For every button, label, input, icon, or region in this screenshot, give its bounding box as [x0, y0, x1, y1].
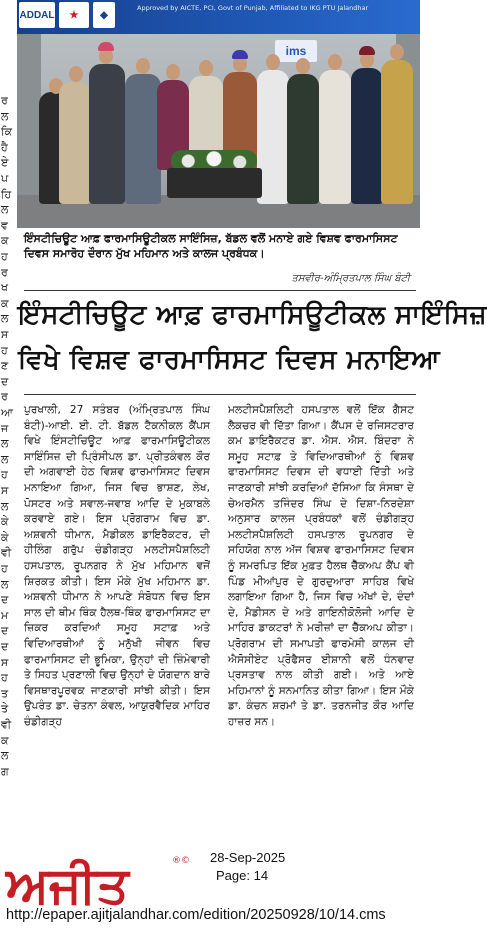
fragment-glyph: ਲ — [1, 203, 9, 217]
person — [319, 70, 351, 204]
event-banner — [17, 0, 420, 34]
masthead-logo-text: ਅਜੀਤ — [6, 856, 129, 914]
person — [59, 82, 91, 204]
banner-logo-badge: ★ — [59, 2, 89, 28]
fragment-glyph: ਹ — [1, 562, 8, 575]
person — [351, 68, 383, 204]
fragment-glyph: ਲ — [1, 452, 9, 466]
headline-line-2: ਵਿਖੇ ਵਿਸ਼ਵ ਫਾਰਮਾਸਿਸਟ ਦਿਵਸ ਮਨਾਇਆ — [18, 345, 441, 375]
fragment-glyph: ਕਿ — [1, 125, 13, 139]
fragment-glyph: ਣ — [1, 359, 9, 373]
fragment-glyph: ਹ — [1, 250, 8, 263]
banner-logo-shield: ◆ — [93, 2, 115, 28]
photo-credit: ਤਸਵੀਰ-ਅੰਮ੍ਰਿਤਪਾਲ ਸਿੰਘ ਬੰਟੀ — [291, 273, 410, 284]
fragment-glyph: ਹ — [1, 468, 8, 482]
epaper-url[interactable]: http://epaper.ajitjalandhar.com/edition/20250928/10/14.cms — [6, 907, 386, 923]
fragment-glyph: ਕੇ — [1, 530, 9, 544]
fragment-glyph: ਸ — [1, 484, 9, 497]
fragment-glyph: ਰ — [1, 265, 8, 279]
fragment-glyph: ਤੇ — [1, 702, 9, 716]
fragment-glyph: ਆ — [1, 406, 13, 419]
page-number: Page: 14 — [216, 868, 269, 883]
fragment-glyph: ਸ — [1, 655, 9, 669]
fragment-glyph: ਲ — [1, 109, 9, 123]
fragment-glyph: ਰ — [1, 390, 8, 404]
fragment-glyph: ਦ — [1, 374, 9, 388]
fragment-glyph: ਲ — [1, 577, 9, 591]
fragment-glyph: ਪ — [1, 172, 9, 185]
article-body-column-1: ਪੁਰਖਾਲੀ, 27 ਸਤੰਬਰ (ਅੰਮ੍ਰਿਤਪਾਲ ਸਿੰਘ ਬੰਟੀ)-ਆਈ. ਈ. ਟੀ. ਬੱਡਲ ਟੈਕਨੀਕਲ ਕੈਂਪਸ ਵਿਖੇ ਇੰਸਟੀਚਿਊਟ ਆਫ਼ ਫਾਰਮਾਸਿਊਟੀਕਲ ਸਾਇੰਸਿਜ਼ ਦੀ ਪ੍ਰਿੰਸੀਪਲ ਡਾ. ਪ੍ਰੀਤਕੰਵਲ ਕੌਰ ਦੀ ਅਗਵਾਈ ਹੇਠ ਵਿਸ਼ਵ ਫਾਰਮਾਸਿਸਟ ਦਿਵਸ ਮਨਾਇਆ ਗਿਆ, ਜਿਸ ਵਿਚ ਭਾਸ਼ਣ, ਲੇਖ, ਪੋਸਟਰ ਅਤੇ ਸਵਾਲ-ਜਵਾਬ ਆਦਿ ਦੇ ਮੁਕਾਬਲੇ ਕਰਵਾਏ ਗਏ। ਇਸ ਪ੍ਰੋਗਰਾਮ ਵਿਚ ਡਾ. ਅਸ਼ਵਨੀ ਧੀਮਾਨ, ਮੈਡੀਕਲ ਡਾਇਰੈਕਟਰ, ਦੀ ਹੀਲਿੰਗ ਗਰੁੱਪ ਚੰਡੀਗੜ੍ਹ ਮਲਟੀਸਪੈਸ਼ਲਿਟੀ ਹਸਪਤਾਲ, ਰੂਪਨਗਰ ਨੇ ਮੁੱਖ ਮਹਿਮਾਨ ਵਜੋਂ ਸ਼ਿਰਕਤ ਕੀਤੀ। ਇਸ ਮੌਕੇ ਮੁੱਖ ਮਹਿਮਾਨ ਡਾ. ਅਸ਼ਵਨੀ ਧੀਮਾਨ ਨੇ ਆਪਣੇ ਸੰਬੋਧਨ ਵਿਚ ਇਸ ਸਾਲ ਦੀ ਥੀਮ ਥਿੰਕ ਹੈਲਥ-ਥਿੰਕ ਫਾਰਮਾਸਿਸਟ ਦਾ ਜ਼ਿਕਰ ਕਰਦਿਆਂ ਸਮੂਹ ਸਟਾਫ਼ ਅਤੇ ਵਿਦਿਆਰਥੀਆਂ ਨੂੰ ਮਨੁੱਖੀ ਜੀਵਨ ਵਿਚ ਫਾਰਮਾਸਿਸਟ ਦੀ ਭੂਮਿਕਾ, ਉਨ੍ਹਾਂ ਦੀ ਜ਼ਿੰਮੇਵਾਰੀ ਤੇ ਸਿਹਤ ਪ੍ਰਣਾਲੀ ਵਿਚ ਉਨ੍ਹਾਂ ਦੇ ਯੋਗਦਾਨ ਬਾਰੇ ਵਿਸਥਾਰਪੂਰਵਕ ਜਾਣਕਾਰੀ ਸਾਂਝੀ ਕੀਤੀ। ਇਸ ਉਪਰੰਤ ਡਾ. ਚੇਤਨਾ ਕੰਵਲ, ਆਯੁਰਵੈਦਿਕ ਮਾਹਿਰ ਚੰਡੀਗੜ੍ਹ — [24, 404, 210, 728]
fragment-glyph: ਵੀ — [1, 718, 12, 731]
fragment-glyph: ਤ — [1, 686, 9, 700]
person — [381, 60, 413, 204]
fragment-glyph: ਲ — [1, 312, 9, 326]
ceremony-table — [167, 168, 262, 198]
fragment-glyph: ਰ — [1, 94, 8, 107]
fragment-glyph: ਦ — [1, 624, 9, 638]
divider — [24, 394, 416, 395]
fragment-glyph: ਲ — [1, 749, 9, 763]
fragment-glyph: ਵ — [1, 218, 8, 232]
fragment-glyph: ਖ — [1, 281, 8, 295]
fragment-glyph: ਗ — [1, 764, 9, 778]
fragment-glyph: ਦ — [1, 593, 9, 607]
registered-mark: ®© — [172, 856, 190, 866]
person — [287, 74, 319, 204]
fragment-glyph: ਕ — [1, 234, 9, 248]
backdrop-logo: ims — [275, 40, 317, 62]
fragment-glyph: ਏ — [1, 156, 9, 170]
divider — [24, 290, 416, 291]
fragment-glyph: ਦ — [1, 640, 9, 653]
headline-line-1: ਇੰਸਟੀਚਿਊਟ ਆਫ਼ ਫਾਰਮਾਸਿਊਟੀਕਲ ਸਾਇੰਸਿਜ਼ — [18, 300, 487, 330]
fragment-glyph: ਹ — [1, 671, 8, 685]
fragment-glyph: ਸ — [1, 328, 9, 341]
edition-date: 28-Sep-2025 — [210, 850, 286, 865]
fragment-glyph: ਮ — [1, 608, 9, 622]
person — [89, 64, 125, 204]
person — [125, 74, 161, 204]
adjacent-column-fragment — [0, 95, 16, 835]
fragment-glyph: ਲ — [1, 499, 9, 513]
article-body-column-2: ਮਲਟੀਸਪੈਸ਼ਲਿਟੀ ਹਸਪਤਾਲ ਵਲੋਂ ਇੱਕ ਗੈਸਟ ਲੈਕਚਰ ਵੀ ਦਿੱਤਾ ਗਿਆ। ਕੈਂਪਸ ਦੇ ਰਜਿਸਟਰਾਰ ਕਮ ਡਾਇਰੈਕਟਰ ਡਾ. ਐਸ. ਐਸ. ਬਿੰਦਰਾ ਨੇ ਸਮੂਹ ਸਟਾਫ਼ ਤੇ ਵਿਦਿਆਰਥੀਆਂ ਨੂੰ ਵਿਸ਼ਵ ਫਾਰਮਾਸਿਸਟ ਦਿਵਸ ਦੀ ਵਧਾਈ ਦਿੱਤੀ ਅਤੇ ਜਾਣਕਾਰੀ ਸਾਂਝੀ ਕਰਦਿਆਂ ਦੱਸਿਆ ਕਿ ਸੰਸਥਾ ਦੇ ਚੇਅਰਮੈਨ ਤਜਿੰਦਰ ਸਿੰਘ ਦੇ ਦਿਸ਼ਾ-ਨਿਰਦੇਸ਼ਾ ਅਨੁਸਾਰ ਕਾਲਜ ਪ੍ਰਬੰਧਕਾਂ ਵਲੋਂ ਚੰਡੀਗੜ੍ਹ ਮਲਟੀਸਪੈਸ਼ਲਿਟੀ ਹਸਪਤਾਲ ਰੂਪਨਗਰ ਦੇ ਸਹਿਯੋਗ ਨਾਲ ਅੱਜ ਵਿਸ਼ਵ ਫਾਰਮਾਸਿਸਟ ਦਿਵਸ ਨੂੰ ਸਮਰਪਿਤ ਇੱਕ ਮੁਫ਼ਤ ਹੈਲਥ ਚੈੱਕਅਪ ਕੈਂਪ ਵੀ ਪਿੰਡ ਮੀਆਂਪੁਰ ਦੇ ਗੁਰਦੁਆਰਾ ਸਾਹਿਬ ਵਿਖੇ ਲਗਾਇਆ ਗਿਆ ਹੈ, ਜਿਸ ਵਿਚ ਅੱਖਾਂ ਦੇ, ਦੰਦਾਂ ਦੇ, ਮੈਡੀਸਨ ਦੇ ਅਤੇ ਗਾਇਨੀਕੋਲੋਜੀ ਆਦਿ ਦੇ ਮਾਹਿਰ ਡਾਕਟਰਾਂ ਨੇ ਮਰੀਜ਼ਾਂ ਦਾ ਚੈੱਕਅਪ ਕੀਤਾ। ਪ੍ਰੋਗਰਾਮ ਦੀ ਸਮਾਪਤੀ ਫਾਰਮੇਸੀ ਕਾਲਜ ਦੀ ਐਸੋਸੀਏਟ ਪ੍ਰੋਫੈਸਰ ਈਸ਼ਾਨੀ ਵਲੋਂ ਧੰਨਵਾਦ ਪ੍ਰਸਤਾਵ ਨਾਲ ਕੀਤੀ ਗਈ। ਅਤੇ ਆਏ ਮਹਿਮਾਨਾਂ ਨੂੰ ਸਨਮਾਨਿਤ ਕੀਤਾ ਗਿਆ। ਇਸ ਮੌਕੇ ਡਾ. ਕੰਚਨ ਸ਼ਰਮਾਂ ਤੇ ਡਾ. ਤਰਨਜੀਤ ਕੌਰ ਆਦਿ ਹਾਜ਼ਰ ਸਨ। — [228, 404, 414, 728]
fragment-glyph: ਕੇ — [1, 515, 9, 529]
fragment-glyph: ਹੈ — [1, 140, 8, 154]
fragment-glyph: ਕ — [1, 296, 9, 310]
fragment-glyph: ਲ — [1, 437, 9, 451]
ajit-masthead-logo — [4, 852, 174, 914]
fragment-glyph: ਹ — [1, 343, 8, 357]
event-photo — [17, 0, 420, 228]
photo-caption: ਇੰਸਟੀਚਿਊਟ ਆਫ਼ ਫਾਰਮਾਸਿਊਟੀਕਲ ਸਾਇੰਸਿਜ਼, ਬੱਡਲ ਵਲੋਂ ਮਨਾਏ ਗਏ ਵਿਸ਼ਵ ਫਾਰਮਾਸਿਸਟ ਦਿਵਸ ਸਮਾਰੋਹ ਦੌਰਾਨ ਮੁੱਖ ਮਹਿਮਾਨ ਅਤੇ ਕਾਲਜ ਪ੍ਰਬੰਧਕ। — [24, 232, 398, 260]
fragment-glyph: ਵੀ — [1, 546, 12, 560]
fragment-glyph: ਕ — [1, 733, 9, 747]
fragment-glyph: ਹਿ — [1, 187, 12, 201]
fragment-glyph: ਜ — [1, 421, 9, 435]
banner-text: Approved by AICTE, PCI, Govt of Punjab, Affiliated to IKG PTU Jalandhar — [137, 4, 369, 12]
banner-logo-left: ADDAL — [19, 2, 55, 28]
